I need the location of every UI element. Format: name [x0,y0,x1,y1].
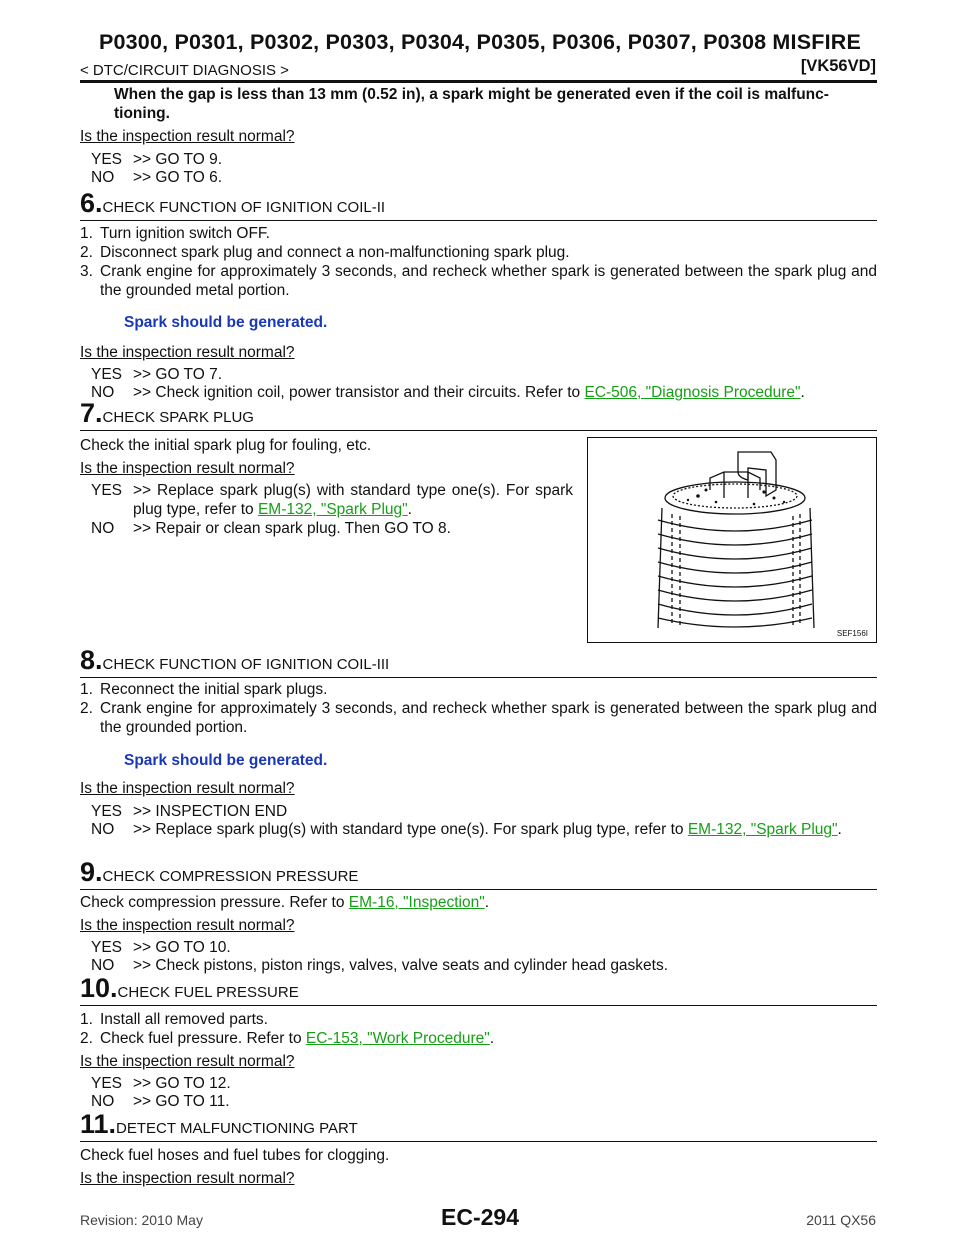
step-6-heading [80,188,877,221]
step-9-title: CHECK COMPRESSION PRESSURE [102,868,359,885]
figure-caption: SEF156I [836,629,868,638]
step-9-question: Is the inspection result normal? [80,917,295,934]
step-7-no: NO >> Repair or clean spark plug. Then GO TO 8. [91,520,451,537]
footer-revision: Revision: 2010 May [80,1212,203,1228]
step-11-heading [80,1109,877,1142]
step-6-number: 6. [80,188,103,218]
spark-plug-illustration [588,438,876,642]
step-8-list [80,680,877,737]
step-10-number: 10. [80,973,118,1003]
step-6-item-3: 3. Crank engine for approximately 3 seconds, and recheck whether spark is generated between the spark plug and the grounded metal portion. [80,263,877,299]
engine-model-tag: [VK56VD] [800,57,876,75]
step-8-yes: YES >> INSPECTION END [91,803,288,820]
step-9-text: Check compression pressure. Refer to EM-16, "Inspection". [80,894,490,911]
step-7-yes: YES >> Replace spark plug(s) with standard type one(s). For spark plug type, refer to EM-132, "Spark Plug". [91,482,573,518]
step-10-item-2: 2. Check fuel pressure. Refer to EC-153, "Work Procedure". [80,1030,495,1047]
step-11-question: Is the inspection result normal? [80,1170,295,1187]
gap-note: When the gap is less than 13 mm (0.52 in), a spark might be generated even if the coil is malfunc- tioning. [114,86,829,122]
step-7-question: Is the inspection result normal? [80,460,295,477]
step-10-no: NO >> GO TO 11. [91,1093,230,1110]
step-7-title: CHECK SPARK PLUG [102,409,254,426]
page-title: P0300, P0301, P0302, P0303, P0304, P0305, P0306, P0307, P0308 MISFIRE [98,30,862,54]
step-8-heading [80,645,877,678]
step-8-question: Is the inspection result normal? [80,780,295,797]
step-6-list [80,224,877,300]
link-ec-506[interactable]: EC-506, "Diagnosis Procedure" [584,384,801,401]
step-6-item-1: 1. Turn ignition switch OFF. [80,225,270,242]
step-7-heading [80,398,877,431]
link-ec-153[interactable]: EC-153, "Work Procedure" [305,1030,490,1047]
step-6-no: NO >> Check ignition coil, power transistor and their circuits. Refer to EC-506, "Diagnosis Procedure". [91,384,805,401]
step-8-spec: Spark should be generated. [124,752,328,769]
intro-yes: YES >> GO TO 9. [91,151,223,168]
step-9-no: NO >> Check pistons, piston rings, valves, valve seats and cylinder head gaskets. [91,957,669,974]
step-10-title: CHECK FUEL PRESSURE [117,984,299,1001]
step-6-question: Is the inspection result normal? [80,344,295,361]
link-em-132-a[interactable]: EM-132, "Spark Plug" [257,501,408,518]
section-breadcrumb: < DTC/CIRCUIT DIAGNOSIS > [80,62,289,79]
step-8-no: NO >> Replace spark plug(s) with standard type one(s). For spark plug type, refer to EM-132, "Spark Plug". [91,821,842,838]
step-11-number: 11. [80,1109,117,1139]
step-11-title: DETECT MALFUNCTIONING PART [116,1120,358,1137]
step-8-item-2: 2. Crank engine for approximately 3 seconds, and recheck whether spark is generated between the spark plug and the grounded portion. [80,700,877,736]
step-11-text: Check fuel hoses and fuel tubes for clogging. [80,1147,390,1164]
step-10-question: Is the inspection result normal? [80,1053,295,1070]
step-7-text: Check the initial spark plug for fouling, etc. [80,437,372,454]
step-6-item-2: 2. Disconnect spark plug and connect a non-malfunctioning spark plug. [80,244,570,261]
step-6-title: CHECK FUNCTION OF IGNITION COIL-II [102,199,386,216]
intro-question: Is the inspection result normal? [80,128,295,145]
step-10-yes: YES >> GO TO 12. [91,1075,231,1092]
step-6-spec: Spark should be generated. [124,314,328,331]
step-8-title: CHECK FUNCTION OF IGNITION COIL-III [102,656,390,673]
intro-no: NO >> GO TO 6. [91,169,223,186]
step-8-item-1: 1. Reconnect the initial spark plugs. [80,681,328,698]
header-rule [80,80,877,83]
link-em-132-b[interactable]: EM-132, "Spark Plug" [687,821,838,838]
footer-page-number: EC-294 [441,1204,519,1230]
step-10-heading [80,973,877,1006]
step-9-heading [80,857,877,890]
step-6-yes: YES >> GO TO 7. [91,366,223,383]
step-10-item-1: 1. Install all removed parts. [80,1011,268,1028]
spark-plug-figure [587,437,877,643]
step-9-number: 9. [80,857,103,887]
footer-model: 2011 QX56 [806,1212,876,1228]
step-9-yes: YES >> GO TO 10. [91,939,231,956]
step-10-list [80,1010,877,1048]
step-7-number: 7. [80,398,103,428]
link-em-16[interactable]: EM-16, "Inspection" [348,894,485,911]
step-8-number: 8. [80,645,103,675]
